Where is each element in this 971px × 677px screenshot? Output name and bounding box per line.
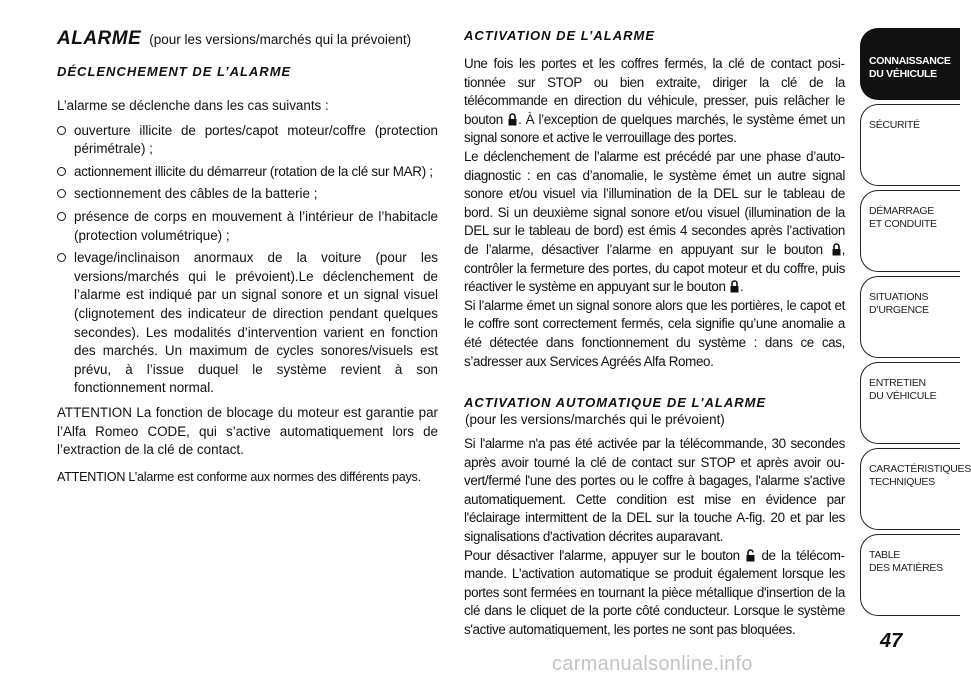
bullet-circle-icon: [57, 212, 66, 221]
tab-caracteristiques-techniques[interactable]: CARACTÉRISTIQUES TECHNIQUES: [860, 448, 960, 530]
bullet-circle-icon: [57, 126, 66, 135]
attention-paragraph-2: ATTENTION L’alarme est conforme aux normes des différents pays.: [57, 469, 421, 484]
tab-demarrage-conduite[interactable]: DÉMARRAGE ET CONDUITE: [860, 190, 960, 272]
lock-icon: [508, 113, 517, 126]
list-item: ouverture illicite de portes/capot moteur/coffre (protection périmétrale) ;: [57, 122, 438, 159]
bullet-circle-icon: [57, 189, 66, 198]
list-item: levage/inclinaison anormaux de la voiture (pour les versions/marchés qui le prévoient).Le déclenchement de l’alarme est indiqué par un signal sonore et un signal visuel (clignotement des indicateur de direction pendant quelques secondes). Les modalités d’intervention varient en fonction des marchés. Un maximum de cycles sonores/visuels est prévu, à l’issue duquel le système revient à son fonctionnement normal.: [57, 249, 438, 398]
page-number: 47: [880, 630, 903, 652]
tab-securite[interactable]: SÉCURITÉ: [860, 104, 960, 186]
section-title-activation: ACTIVATION DE L’ALARME: [464, 28, 655, 43]
bullet-circle-icon: [57, 253, 66, 262]
watermark: carmanualsonline.info: [552, 653, 753, 675]
tab-situations-urgence[interactable]: SITUATIONS D’URGENCE: [860, 276, 960, 358]
bullet-circle-icon: [57, 167, 66, 176]
page-title: [57, 28, 438, 50]
activation-paragraph-1: Une fois les portes et les coffres fermés, la clé de contact positionnée sur STOP ou bien extraite, diriger la clé de la télécommande en direction du véhicule, presser, puis relâcher le bouton . À l’exception de quelques marchés, le système émet un signal sonore et active le verrouillage des portes.: [464, 56, 846, 146]
tab-table-des-matieres[interactable]: TABLE DES MATIÈRES: [860, 534, 960, 616]
section-title-activation-auto: ACTIVATION AUTOMATIQUE DE L'ALARME: [464, 395, 767, 411]
list-item: actionnement illicite du démarreur (rotation de la clé sur MAR) ;: [57, 163, 438, 182]
list-item: présence de corps en mouvement à l’intérieur de l’habitacle (protection volumétrique) ;: [57, 208, 438, 245]
right-column: [464, 28, 845, 640]
activation-paragraph-3: Si l’alarme émet un signal sonore alors que les portières, le capot et le coffre sont correctement fermés, cela signifie qu’une anomalie a été détectée dans fonctionnement du système : dans ce cas, s’adresser aux Services Agréés Alfa Romeo.: [464, 297, 845, 369]
intro-paragraph: L’alarme se déclenche dans les cas suivants :: [57, 98, 329, 113]
trigger-list: [57, 122, 438, 398]
lock-icon: [730, 280, 739, 293]
title-text: ALARME: [57, 28, 142, 49]
left-column: [57, 28, 438, 486]
tab-entretien-vehicule[interactable]: ENTRETIEN DU VÉHICULE: [860, 362, 960, 444]
tab-connaissance-vehicule[interactable]: CONNAISSANCE DU VÉHICULE: [860, 28, 960, 100]
list-item: sectionnement des câbles de la batterie ;: [57, 185, 438, 204]
auto-paragraph-2: Pour désactiver l'alarme, appuyer sur le bouton de la télécommande. L'activation automatique se produit également lorsque les portes sont fermées en tournant la pièce métallique d'insertion de la clé dans le cliquet de la porte côté conducteur. Lorsque le système s'active automatiquement, les portes ne sont pas bloquées.: [464, 547, 846, 638]
section-title-declenchement: DÉCLENCHEMENT DE L’ALARME: [57, 64, 292, 79]
unlock-icon: [746, 549, 755, 562]
activation-paragraph-2: Le déclenchement de l’alarme est précédé par une phase d’autodiagnostic : en cas d’anomalie, le système émet un autre signal sonore et/ou visuel via l’illumination de la DEL sur le tableau de bord. Si un deuxième signal sonore et/ou visuel (illumination de la DEL sur le tableau de bord) est émis 4 secondes après l’activation de l’alarme, désactiver l’alarme en appuyant sur le bouton , contrôler la fermeture des portes, du capot moteur et du coffre, puis réactiver le système en appuyant sur le bouton .: [464, 148, 846, 295]
auto-paragraph-1: Si l'alarme n'a pas été activée par la télécommande, 30 secondes après avoir tourné la clé de contact sur STOP et après avoir ouvert/fermé l'une des portes ou le coffre à bagages, l'alarme s'active automatiquement. Cette condition est mise en évidence par l'éclairage intermittent de la DEL sur la touche A-fig. 20 et par les signalisations d'activation décrites auparavant.: [464, 436, 845, 545]
lock-icon: [832, 243, 841, 256]
title-note: (pour les versions/marchés qui la prévoient): [149, 32, 412, 47]
chapter-tabs: [860, 28, 971, 620]
section-note-auto: (pour les versions/marchés qui le prévoient): [465, 412, 725, 428]
attention-paragraph-1: ATTENTION La fonction de blocage du moteur est garantie par l’Alfa Romeo CODE, qui s’active automatiquement lors de l’extraction de la clé de contact.: [57, 404, 438, 458]
